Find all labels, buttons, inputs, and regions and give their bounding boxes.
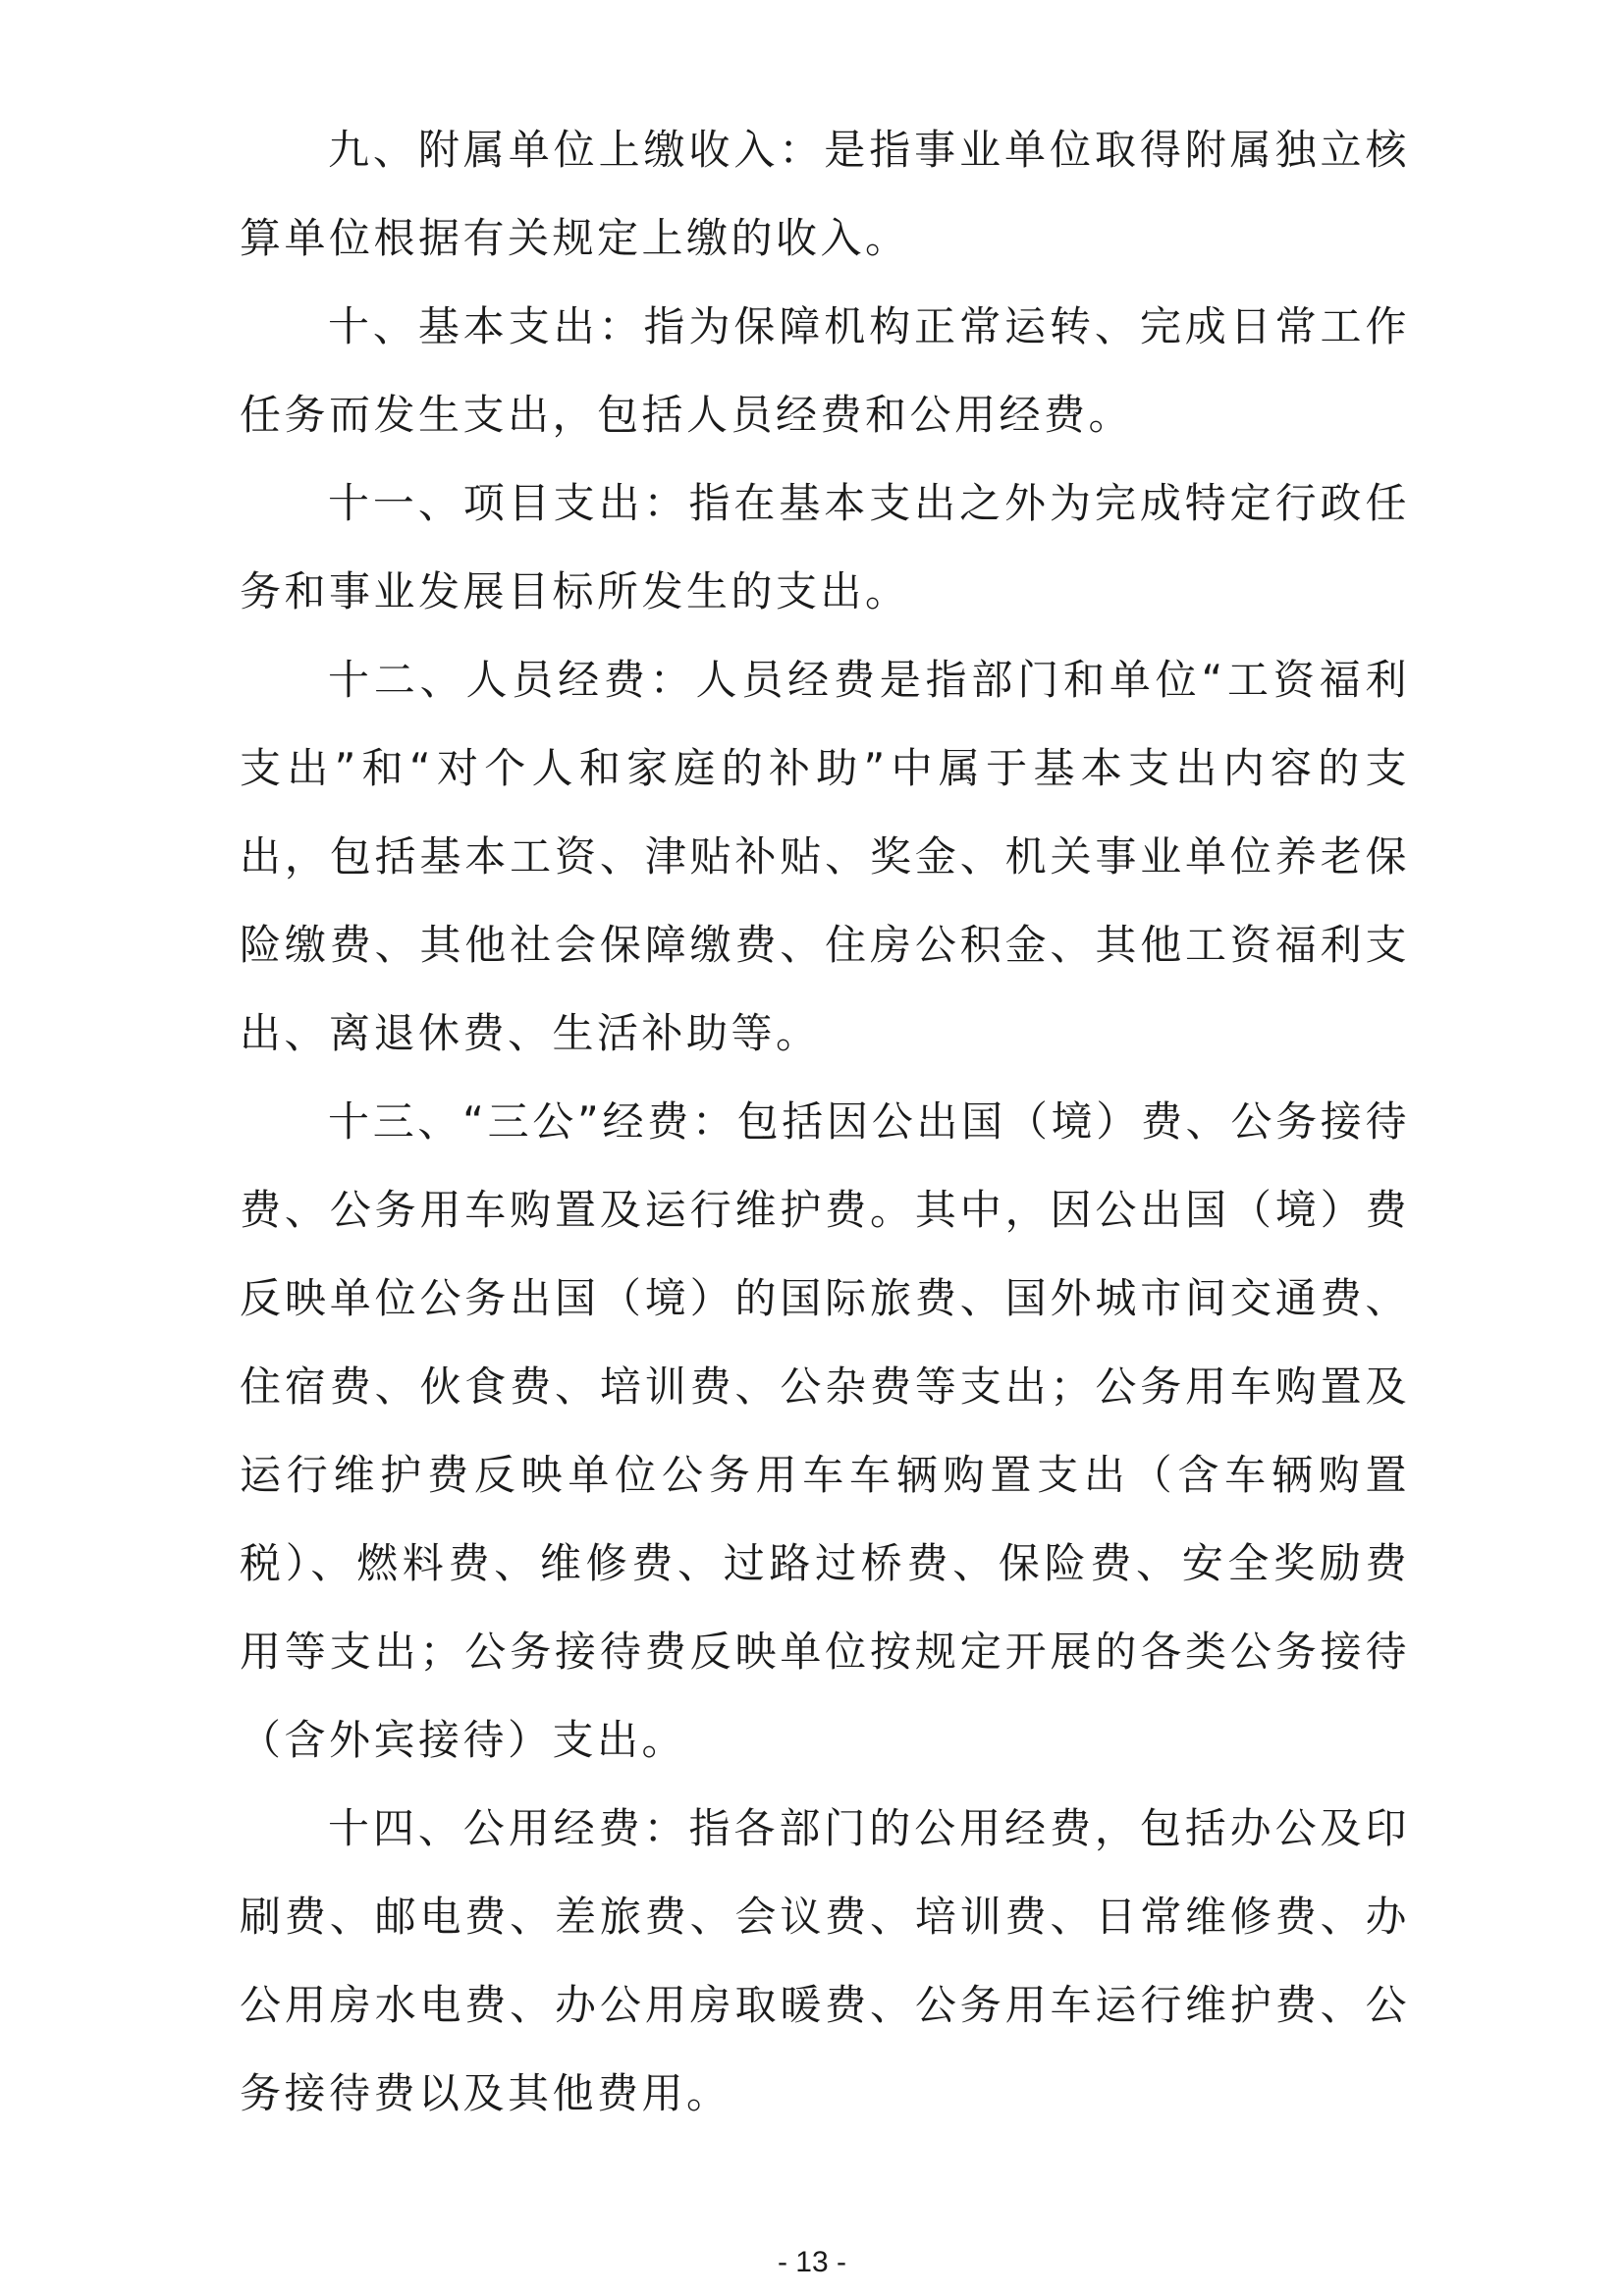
page-number: - 13 - — [777, 2246, 847, 2278]
paragraph-11-project-expenditure: 十一、项目支出：指在基本支出之外为完成特定行政任务和事业发展目标所发生的支出。 — [240, 479, 1410, 615]
paragraph-13-three-public-expenses: 十三、“三公”经费：包括因公出国（境）费、公务接待费、公务用车购置及运行维护费。其中，因公出国（境）费反映单位公务出国（境）的国际旅费、国外城市间交通费、住宿费、伙食费、培训费、公杂费等支出；公务用车购置及运行维护费反映单位公务用车车辆购置支出（含车辆购置税）、燃料费、维修费、过路过桥费、保险费、安全奖励费用等支出；公务接待费反映单位按规定开展的各类公务接待（含外宾接待）支出。 — [240, 1097, 1410, 1764]
paragraph-10-basic-expenditure: 十、基本支出：指为保障机构正常运转、完成日常工作任务而发生支出，包括人员经费和公用经费。 — [240, 302, 1410, 439]
paragraph-9-subsidiary-income: 九、附属单位上缴收入：是指事业单位取得附属独立核算单位根据有关规定上缴的收入。 — [240, 126, 1410, 262]
paragraph-14-public-expenses: 十四、公用经费：指各部门的公用经费，包括办公及印刷费、邮电费、差旅费、会议费、培训费、日常维修费、办公用房水电费、办公用房取暖费、公务用车运行维护费、公务接待费以及其他费用。 — [240, 1804, 1410, 2117]
body-text — [240, 106, 1410, 2138]
paragraph-12-personnel-expenses: 十二、人员经费：人员经费是指部门和单位“工资福利支出”和“对个人和家庭的补助”中属于基本支出内容的支出，包括基本工资、津贴补贴、奖金、机关事业单位养老保险缴费、其他社会保障缴费、住房公积金、其他工资福利支出、离退休费、生活补助等。 — [240, 656, 1410, 1057]
